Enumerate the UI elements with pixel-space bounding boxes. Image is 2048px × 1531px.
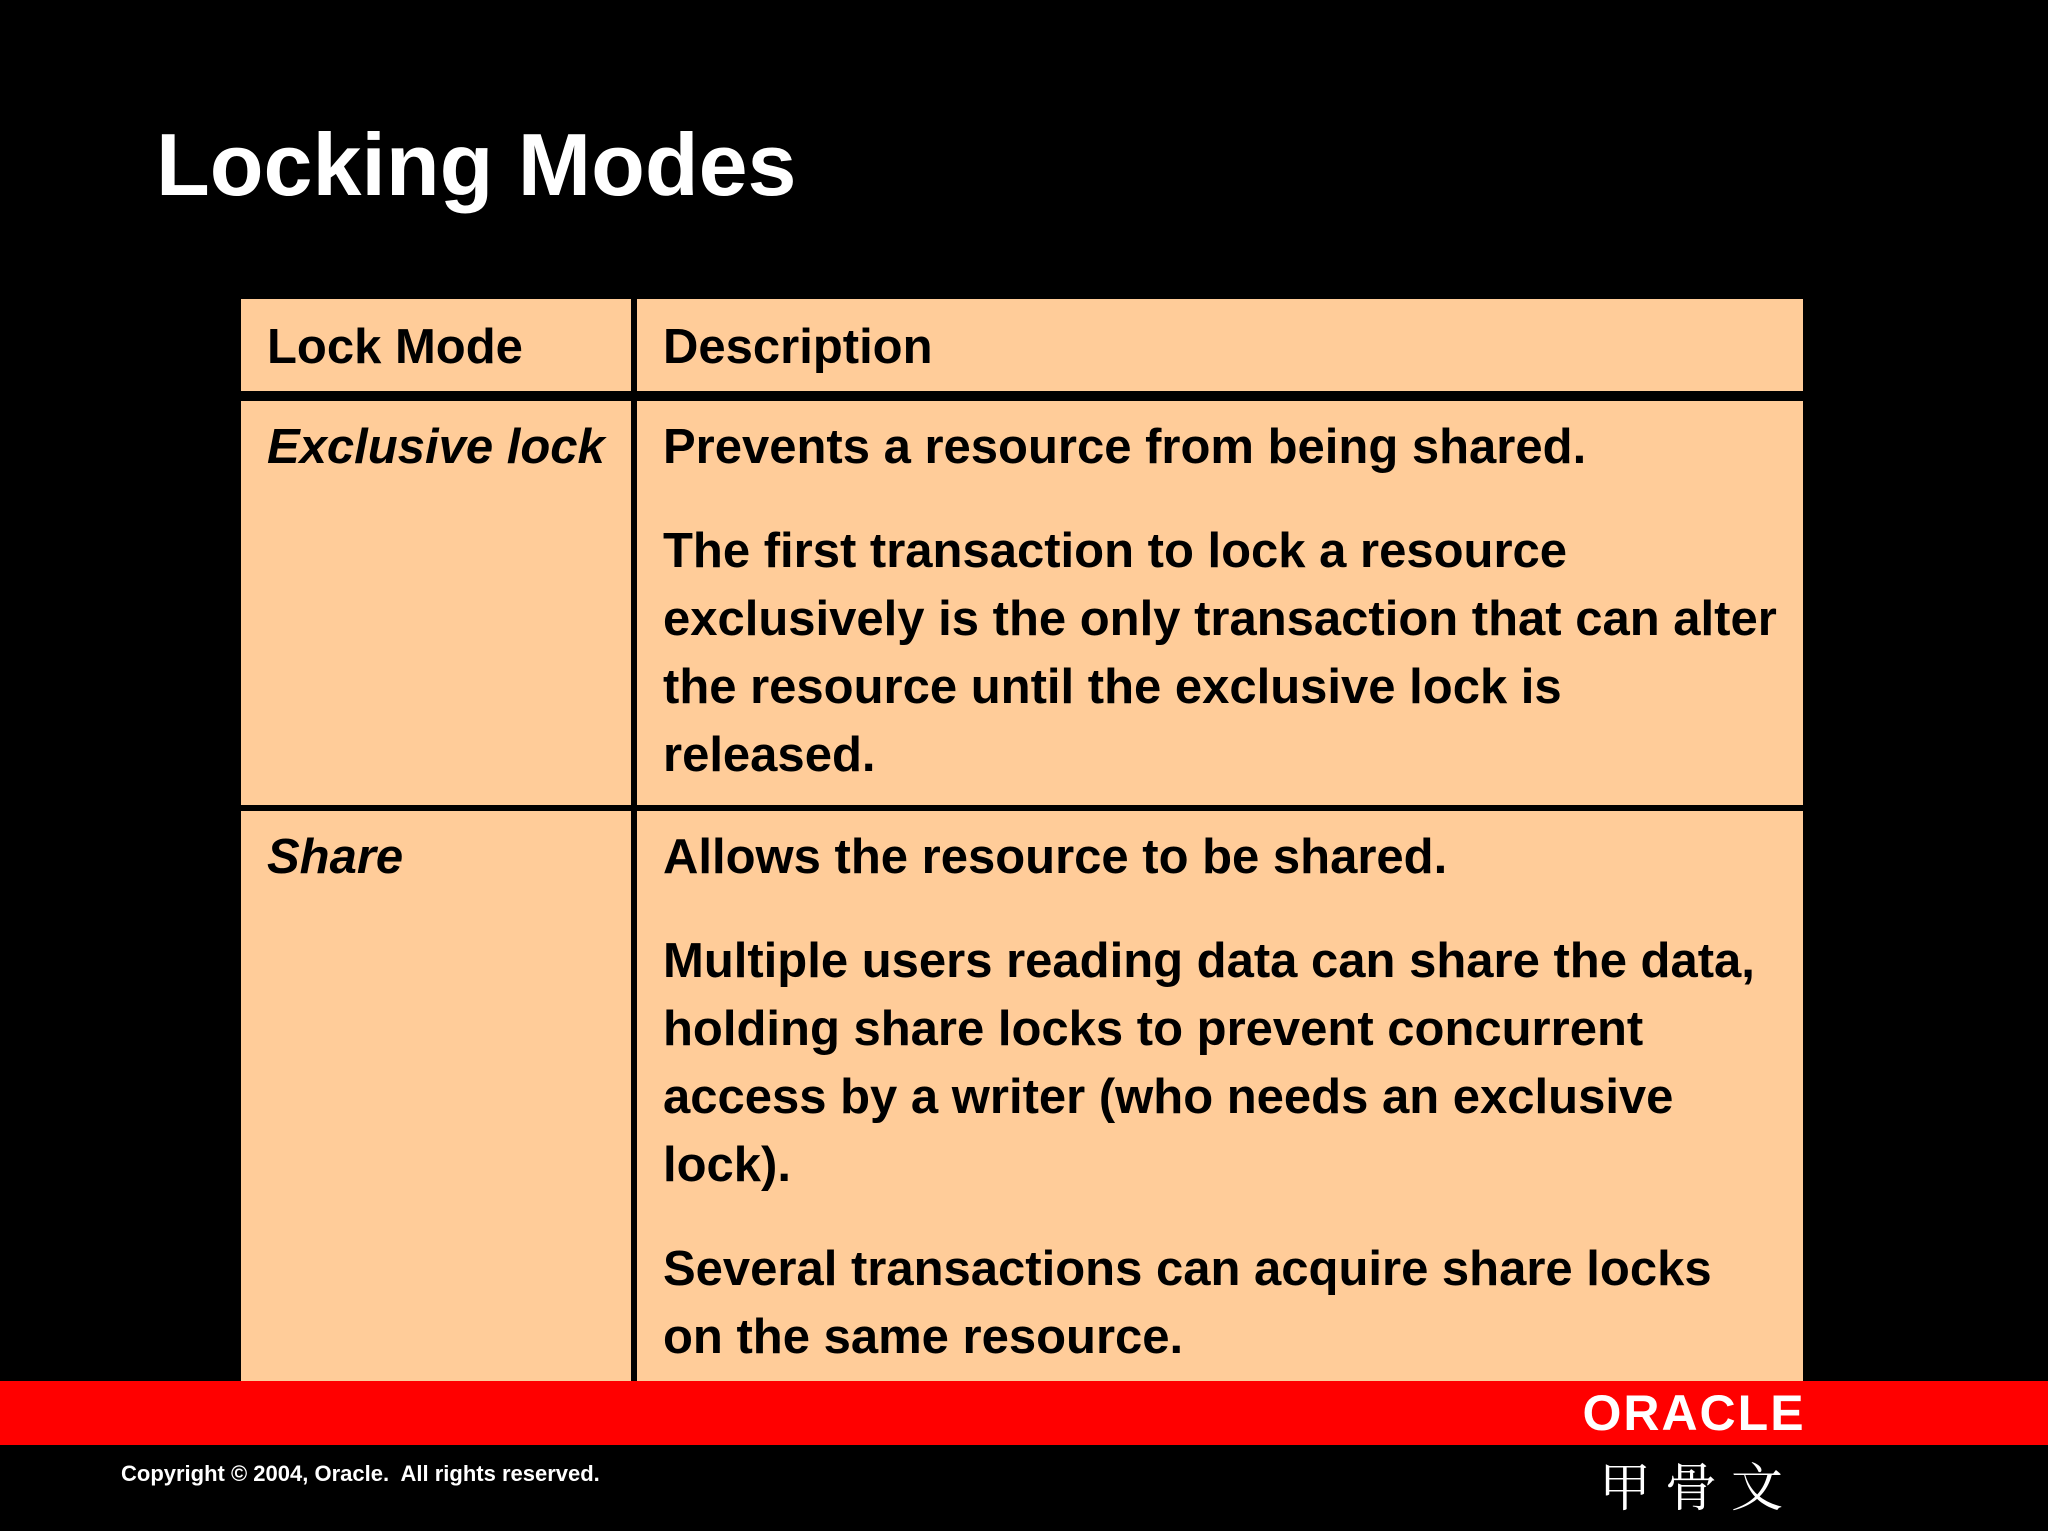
description-paragraph: The first transaction to lock a resource exclusively is the only transaction that can alter the resource until the exclusive lock is released. <box>663 524 1777 782</box>
copyright-notice: Copyright © 2004, Oracle. All rights reserved. <box>121 1461 600 1486</box>
table-header-row <box>241 299 1803 401</box>
header-description: Description <box>637 299 1803 401</box>
description-paragraph: Prevents a resource from being shared. <box>663 420 1587 474</box>
lock-mode-share: Share <box>241 811 637 1395</box>
description-paragraph: Several transactions can acquire share locks on the same resource. <box>663 1242 1712 1364</box>
header-lock-mode: Lock Mode <box>241 299 637 401</box>
table-row <box>241 811 1803 1395</box>
oracle-logo: ORACLE <box>1582 1385 1806 1441</box>
locking-modes-table-container <box>241 299 1803 1395</box>
lock-mode-exclusive: Exclusive lock <box>241 401 637 811</box>
description-paragraph: Allows the resource to be shared. <box>663 830 1448 884</box>
locking-modes-table <box>241 299 1803 1395</box>
slide-title: Locking Modes <box>156 115 797 214</box>
description-share <box>637 811 1803 1395</box>
table-row <box>241 401 1803 811</box>
description-exclusive <box>637 401 1803 811</box>
description-paragraph: Multiple users reading data can share the data, holding share locks to prevent concurrent access by a writer (who needs an exclusive lock). <box>663 934 1755 1192</box>
oracle-chinese-logo: 甲骨文 <box>1598 1459 1797 1518</box>
